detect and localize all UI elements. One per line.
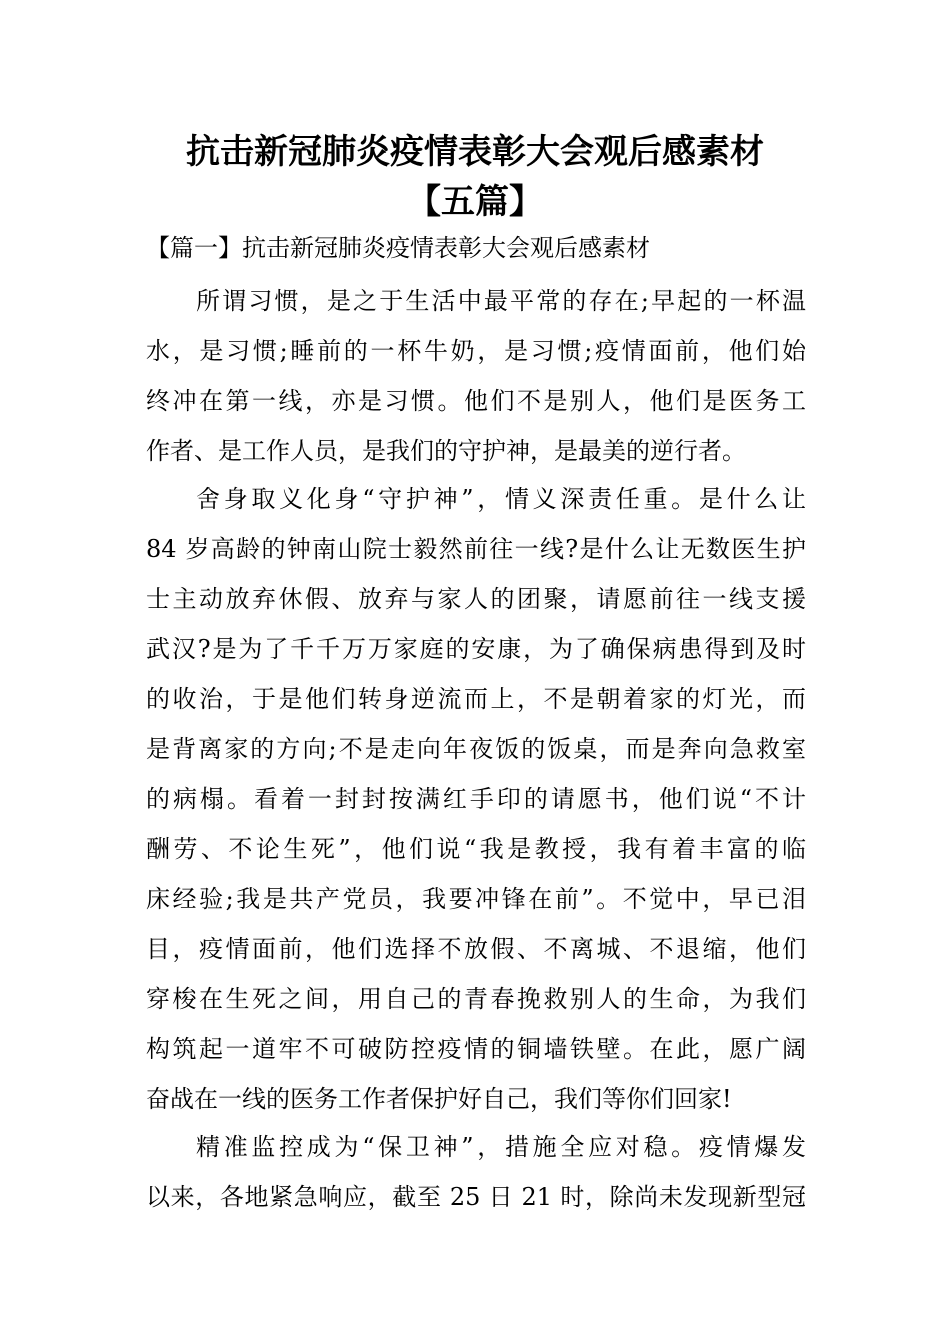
paragraph-3-line: 精准监控成为“保卫神”，措施全应对稳。疫情爆发 [196,1133,806,1161]
section-heading: 【篇一】抗击新冠肺炎疫情表彰大会观后感素材 [146,234,650,262]
paragraph-2-line: 士主动放弃休假、放弃与家人的团聚，请愿前往一线支援 [146,585,806,613]
paragraph-1-line: 所谓习惯，是之于生活中最平常的存在;早起的一杯温 [196,287,806,315]
document-title-line-2: 【五篇】 [407,182,543,222]
paragraph-2-line: 是背离家的方向;不是走向年夜饭的饭桌，而是奔向急救室 [146,735,806,763]
paragraph-2-line: 酬劳、不论生死”，他们说“我是教授，我有着丰富的临 [146,835,806,863]
paragraph-2-line: 的病榻。看着一封封按满红手印的请愿书，他们说“不计 [146,785,806,813]
paragraph-2-line: 84 岁高龄的钟南山院士毅然前往一线?是什么让无数医生护 [146,535,806,563]
paragraph-1-line: 终冲在第一线，亦是习惯。他们不是别人，他们是医务工 [146,387,806,415]
paragraph-2-line: 奋战在一线的医务工作者保护好自己，我们等你们回家! [146,1085,732,1113]
paragraph-2-line: 穿梭在生死之间，用自己的青春挽救别人的生命，为我们 [146,985,806,1013]
paragraph-2-line: 舍身取义化身“守护神”，情义深责任重。是什么让 [196,485,806,513]
paragraph-2-line: 目，疫情面前，他们选择不放假、不离城、不退缩，他们 [146,935,806,963]
paragraph-2-line: 构筑起一道牢不可破防控疫情的铜墙铁壁。在此，愿广阔 [146,1035,806,1063]
paragraph-3-line: 以来，各地紧急响应，截至 25 日 21 时，除尚未发现新型冠 [146,1183,806,1211]
paragraph-2-line: 床经验;我是共产党员，我要冲锋在前”。不觉中，早已泪 [146,885,806,913]
document-title-line-1: 抗击新冠肺炎疫情表彰大会观后感素材 [186,132,764,172]
paragraph-1-line: 水，是习惯;睡前的一杯牛奶，是习惯;疫情面前，他们始 [146,337,806,365]
paragraph-1-line: 作者、是工作人员，是我们的守护神，是最美的逆行者。 [146,437,746,465]
paragraph-2-line: 武汉?是为了千千万万家庭的安康，为了确保病患得到及时 [146,635,806,663]
paragraph-2-line: 的收治，于是他们转身逆流而上，不是朝着家的灯光，而 [146,685,806,713]
